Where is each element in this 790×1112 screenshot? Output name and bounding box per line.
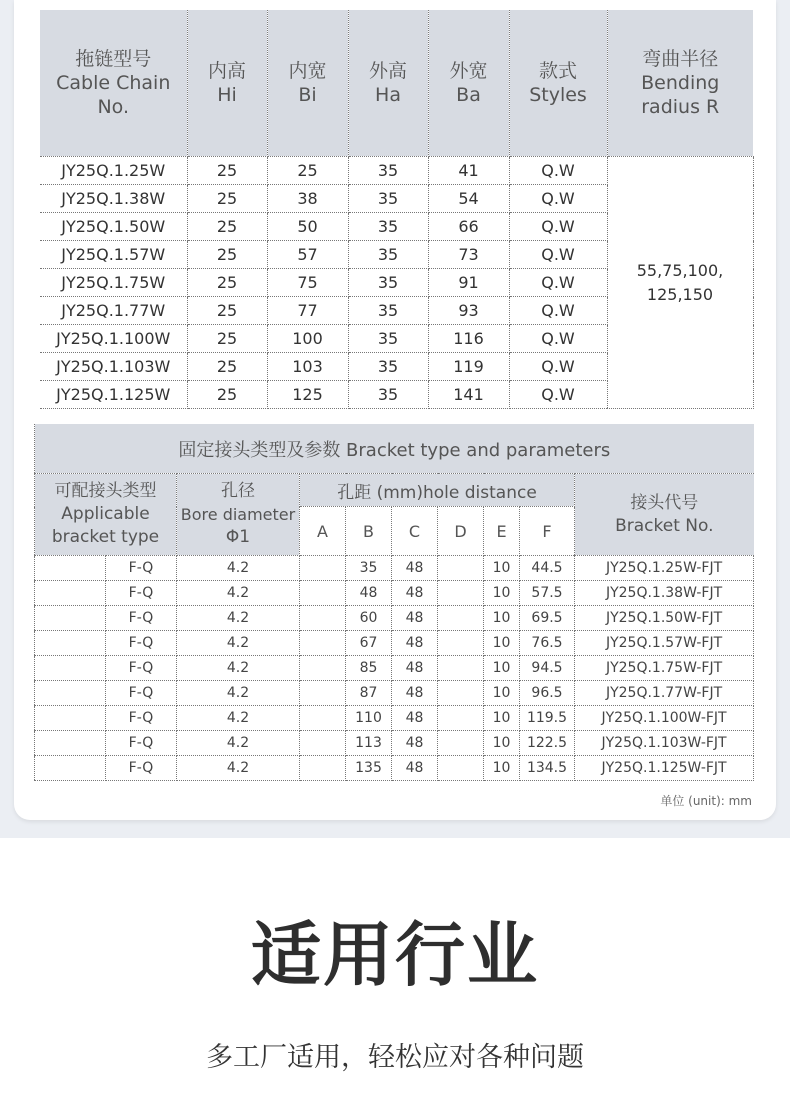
section-title: 适用行业: [251, 914, 539, 996]
header-bending-radius: 弯曲半径 Bending radius R: [607, 10, 753, 157]
cell-hole-f: 94.5: [520, 656, 575, 681]
header-bracket-no: 接头代号 Bracket No.: [575, 474, 754, 556]
cell-hole-e: 10: [484, 606, 520, 631]
header-ba: 外宽 Ba: [428, 10, 509, 157]
cell-bracket-type: F-Q: [106, 731, 177, 756]
cell-ha: 35: [348, 325, 428, 353]
cell-bracket-type: F-Q: [106, 681, 177, 706]
cell-model: JY25Q.1.77W: [40, 297, 187, 325]
cell-bracket-no: JY25Q.1.25W-FJT: [575, 556, 754, 581]
cell-bore: 4.2: [177, 606, 300, 631]
cell-hi: 25: [187, 297, 267, 325]
cell-hole-c: 48: [392, 681, 438, 706]
cell-model: JY25Q.1.100W: [40, 325, 187, 353]
bracket-table: [34, 424, 754, 781]
cell-model: JY25Q.1.75W: [40, 269, 187, 297]
cell-hole-c: 48: [392, 606, 438, 631]
cell-hole-a: [300, 706, 346, 731]
cell-bore: 4.2: [177, 706, 300, 731]
cell-bi: 103: [267, 353, 348, 381]
cell-bi: 25: [267, 157, 348, 185]
cell-blank: [35, 606, 106, 631]
cell-hi: 25: [187, 241, 267, 269]
header-hole-distance: 孔距 (mm)hole distance: [300, 474, 575, 507]
cell-bore: 4.2: [177, 731, 300, 756]
cell-bracket-type: F-Q: [106, 756, 177, 781]
cell-bracket-no: JY25Q.1.100W-FJT: [575, 706, 754, 731]
cell-bracket-type: F-Q: [106, 706, 177, 731]
section-subtitle: 多工厂适用，轻松应对各种问题: [206, 1042, 584, 1073]
cell-hi: 25: [187, 185, 267, 213]
cell-hole-c: 48: [392, 756, 438, 781]
table-row: [35, 731, 754, 756]
cell-hole-f: 134.5: [520, 756, 575, 781]
cell-bi: 75: [267, 269, 348, 297]
cell-hole-e: 10: [484, 556, 520, 581]
cell-hole-b: 48: [346, 581, 392, 606]
cell-hole-a: [300, 581, 346, 606]
cell-ha: 35: [348, 381, 428, 409]
cell-bore: 4.2: [177, 581, 300, 606]
cell-hole-f: 44.5: [520, 556, 575, 581]
cell-hole-e: 10: [484, 656, 520, 681]
cell-bracket-no: JY25Q.1.57W-FJT: [575, 631, 754, 656]
cell-bracket-type: F-Q: [106, 631, 177, 656]
cell-blank: [35, 631, 106, 656]
subheader-d: D: [438, 507, 484, 556]
cell-hole-d: [438, 731, 484, 756]
cell-hole-d: [438, 756, 484, 781]
table-row: [35, 706, 754, 731]
cell-hole-a: [300, 731, 346, 756]
cell-hole-a: [300, 656, 346, 681]
cell-bore: 4.2: [177, 631, 300, 656]
cell-bracket-no: JY25Q.1.50W-FJT: [575, 606, 754, 631]
cell-hole-b: 35: [346, 556, 392, 581]
cell-ba: 119: [428, 353, 509, 381]
cell-ba: 116: [428, 325, 509, 353]
cell-ha: 35: [348, 213, 428, 241]
bending-radius-value: 55,75,100, 125,150: [607, 157, 753, 409]
cell-hole-d: [438, 656, 484, 681]
cell-hi: 25: [187, 213, 267, 241]
cell-ba: 141: [428, 381, 509, 409]
cell-hole-d: [438, 681, 484, 706]
cell-hole-f: 69.5: [520, 606, 575, 631]
cell-hi: 25: [187, 157, 267, 185]
cell-hi: 25: [187, 325, 267, 353]
cell-hole-b: 110: [346, 706, 392, 731]
cell-hole-f: 122.5: [520, 731, 575, 756]
cell-bi: 50: [267, 213, 348, 241]
cell-style: Q.W: [509, 269, 607, 297]
cell-hole-a: [300, 556, 346, 581]
header-bi: 内宽 Bi: [267, 10, 348, 157]
cell-bi: 38: [267, 185, 348, 213]
cell-model: JY25Q.1.25W: [40, 157, 187, 185]
cell-bore: 4.2: [177, 656, 300, 681]
cell-hole-b: 135: [346, 756, 392, 781]
cell-bore: 4.2: [177, 681, 300, 706]
cell-hole-f: 96.5: [520, 681, 575, 706]
cell-blank: [35, 656, 106, 681]
cell-hole-f: 76.5: [520, 631, 575, 656]
cell-style: Q.W: [509, 297, 607, 325]
subheader-a: A: [300, 507, 346, 556]
cell-bracket-no: JY25Q.1.75W-FJT: [575, 656, 754, 681]
cell-hole-a: [300, 756, 346, 781]
cell-bi: 100: [267, 325, 348, 353]
cell-bi: 77: [267, 297, 348, 325]
cell-hole-e: 10: [484, 681, 520, 706]
cell-style: Q.W: [509, 157, 607, 185]
cell-ha: 35: [348, 353, 428, 381]
cell-hole-a: [300, 606, 346, 631]
cell-hole-c: 48: [392, 731, 438, 756]
cell-ha: 35: [348, 269, 428, 297]
cell-hole-c: 48: [392, 706, 438, 731]
header-en: Cable Chain No.: [56, 72, 171, 118]
cell-model: JY25Q.1.125W: [40, 381, 187, 409]
cell-hi: 25: [187, 381, 267, 409]
header-bore-diameter: 孔径 Bore diameter Φ1: [177, 474, 300, 556]
cell-bracket-type: F-Q: [106, 606, 177, 631]
cell-ha: 35: [348, 297, 428, 325]
table-row: [35, 681, 754, 706]
cell-ba: 54: [428, 185, 509, 213]
chain-spec-table: [40, 10, 754, 409]
cell-bi: 125: [267, 381, 348, 409]
cell-bore: 4.2: [177, 756, 300, 781]
cell-hole-e: 10: [484, 581, 520, 606]
cell-style: Q.W: [509, 185, 607, 213]
table-row: [35, 631, 754, 656]
cell-ha: 35: [348, 185, 428, 213]
table-row: [35, 756, 754, 781]
subheader-f: F: [520, 507, 575, 556]
cell-blank: [35, 581, 106, 606]
cell-bracket-no: JY25Q.1.125W-FJT: [575, 756, 754, 781]
cell-hole-c: 48: [392, 631, 438, 656]
cell-bracket-type: F-Q: [106, 581, 177, 606]
cell-style: Q.W: [509, 325, 607, 353]
cell-blank: [35, 706, 106, 731]
cell-style: Q.W: [509, 353, 607, 381]
cell-hole-c: 48: [392, 556, 438, 581]
cell-bore: 4.2: [177, 556, 300, 581]
header-cable-chain-no: 拖链型号 Cable Chain No.: [40, 10, 187, 157]
cell-ha: 35: [348, 241, 428, 269]
table-row: [35, 656, 754, 681]
cell-blank: [35, 556, 106, 581]
cell-blank: [35, 756, 106, 781]
cell-hole-b: 113: [346, 731, 392, 756]
cell-hole-d: [438, 581, 484, 606]
cell-hole-c: 48: [392, 656, 438, 681]
cell-blank: [35, 681, 106, 706]
cell-model: JY25Q.1.57W: [40, 241, 187, 269]
cell-ba: 41: [428, 157, 509, 185]
subheader-b: B: [346, 507, 392, 556]
cell-ba: 66: [428, 213, 509, 241]
cell-bracket-no: JY25Q.1.77W-FJT: [575, 681, 754, 706]
cell-model: JY25Q.1.50W: [40, 213, 187, 241]
cell-hole-a: [300, 681, 346, 706]
header-bracket-type: 可配接头类型 Applicable bracket type: [35, 474, 177, 556]
cell-model: JY25Q.1.38W: [40, 185, 187, 213]
cell-hole-d: [438, 706, 484, 731]
cell-hole-d: [438, 631, 484, 656]
cell-bracket-no: JY25Q.1.103W-FJT: [575, 731, 754, 756]
cell-bracket-type: F-Q: [106, 656, 177, 681]
cell-hole-a: [300, 631, 346, 656]
cell-hole-b: 85: [346, 656, 392, 681]
table-row: [40, 157, 753, 185]
cell-bi: 57: [267, 241, 348, 269]
cell-hi: 25: [187, 269, 267, 297]
cell-hole-d: [438, 606, 484, 631]
cell-hole-d: [438, 556, 484, 581]
cell-hole-b: 60: [346, 606, 392, 631]
bracket-table-caption: 固定接头类型及参数 Bracket type and parameters: [35, 424, 754, 474]
cell-hole-f: 57.5: [520, 581, 575, 606]
cell-style: Q.W: [509, 213, 607, 241]
cell-hi: 25: [187, 353, 267, 381]
cell-hole-e: 10: [484, 631, 520, 656]
cell-ba: 91: [428, 269, 509, 297]
cell-model: JY25Q.1.103W: [40, 353, 187, 381]
chain-table-header: [40, 10, 753, 157]
cell-hole-e: 10: [484, 756, 520, 781]
cell-ha: 35: [348, 157, 428, 185]
unit-note: 单位 (unit): mm: [660, 794, 752, 808]
cell-style: Q.W: [509, 241, 607, 269]
subheader-e: E: [484, 507, 520, 556]
cell-ba: 93: [428, 297, 509, 325]
cell-hole-f: 119.5: [520, 706, 575, 731]
cell-hole-c: 48: [392, 581, 438, 606]
table-row: [35, 581, 754, 606]
header-styles: 款式 Styles: [509, 10, 607, 157]
cell-bracket-type: F-Q: [106, 556, 177, 581]
header-ha: 外高 Ha: [348, 10, 428, 157]
cell-hole-e: 10: [484, 706, 520, 731]
table-row: [35, 606, 754, 631]
cell-hole-b: 87: [346, 681, 392, 706]
table-row: [35, 556, 754, 581]
cell-bracket-no: JY25Q.1.38W-FJT: [575, 581, 754, 606]
subheader-c: C: [392, 507, 438, 556]
cell-style: Q.W: [509, 381, 607, 409]
cell-blank: [35, 731, 106, 756]
cell-ba: 73: [428, 241, 509, 269]
header-hi: 内高 Hi: [187, 10, 267, 157]
cell-hole-b: 67: [346, 631, 392, 656]
cell-hole-e: 10: [484, 731, 520, 756]
